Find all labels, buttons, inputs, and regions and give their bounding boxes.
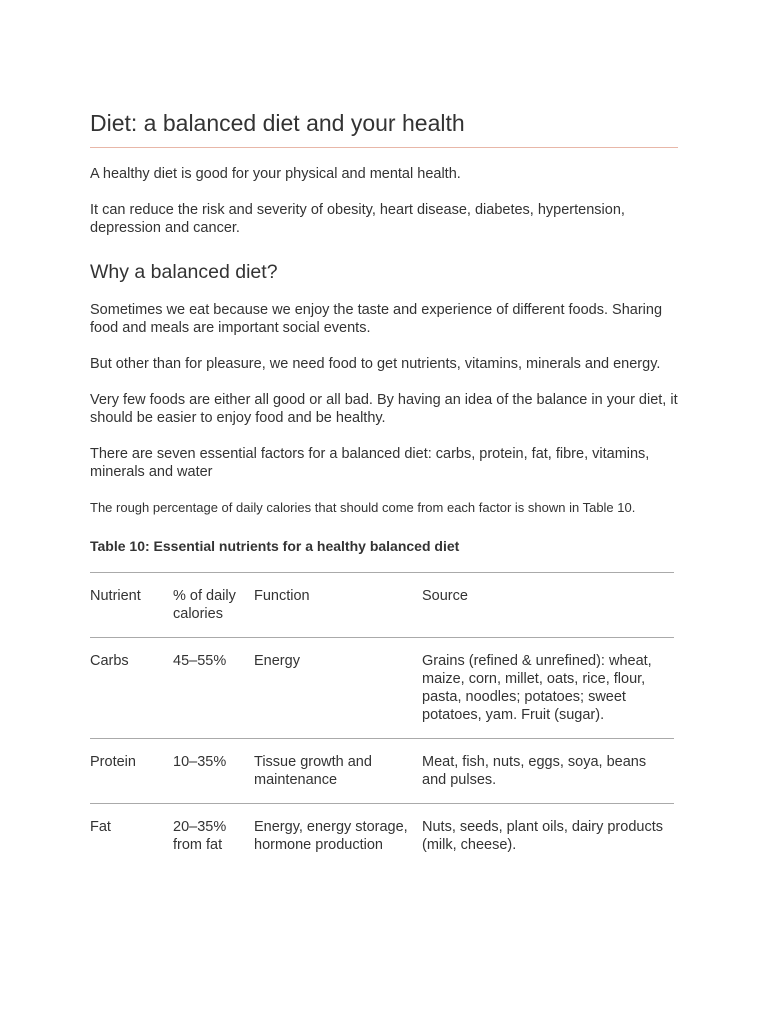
cell-source: Meat, fish, nuts, eggs, soya, beans and pulses.: [422, 739, 674, 804]
intro-paragraph-2: It can reduce the risk and severity of obesity, heart disease, diabetes, hypertension, depression and cancer.: [90, 202, 625, 236]
cell-source: Grains (refined & unrefined): wheat, maize, corn, millet, oats, rice, flour, pasta, noodles; potatoes; sweet potatoes, yam. Fruit (sugar).: [422, 638, 674, 739]
nutrients-table: [90, 572, 674, 868]
cell-function: Energy, energy storage, hormone production: [254, 804, 422, 869]
cell-percent: 45–55%: [173, 638, 254, 739]
intro-paragraph-1: A healthy diet is good for your physical and mental health.: [90, 166, 461, 182]
body-paragraph-2: But other than for pleasure, we need food to get nutrients, vitamins, minerals and energy.: [90, 356, 661, 372]
cell-function: Energy: [254, 638, 422, 739]
cell-nutrient: Carbs: [90, 638, 173, 739]
cell-percent: 20–35% from fat: [173, 804, 254, 869]
section-heading: Why a balanced diet?: [90, 261, 278, 283]
header-source: Source: [422, 573, 674, 638]
cell-function: Tissue growth and maintenance: [254, 739, 422, 804]
table-header-row: [90, 573, 674, 638]
table-title: Table 10: Essential nutrients for a healthy balanced diet: [90, 538, 460, 554]
header-nutrient: Nutrient: [90, 573, 173, 638]
document-page: [90, 108, 678, 868]
body-paragraph-4: There are seven essential factors for a balanced diet: carbs, protein, fat, fibre, vitamins, minerals and water: [90, 446, 650, 480]
table-row: [90, 804, 674, 869]
header-percent: % of daily calories: [173, 573, 254, 638]
header-function: Function: [254, 573, 422, 638]
cell-nutrient: Fat: [90, 804, 173, 869]
cell-percent: 10–35%: [173, 739, 254, 804]
page-title: Diet: a balanced diet and your health: [90, 108, 678, 148]
cell-nutrient: Protein: [90, 739, 173, 804]
body-paragraph-1: Sometimes we eat because we enjoy the taste and experience of different foods. Sharing food and meals are important social events.: [90, 302, 663, 336]
table-row: [90, 638, 674, 739]
table-note: The rough percentage of daily calories that should come from each factor is shown in Table 10.: [90, 500, 636, 515]
body-paragraph-3: Very few foods are either all good or all bad. By having an idea of the balance in your diet, it should be easier to enjoy food and be healthy.: [90, 392, 678, 426]
table-row: [90, 739, 674, 804]
cell-source: Nuts, seeds, plant oils, dairy products (milk, cheese).: [422, 804, 674, 869]
